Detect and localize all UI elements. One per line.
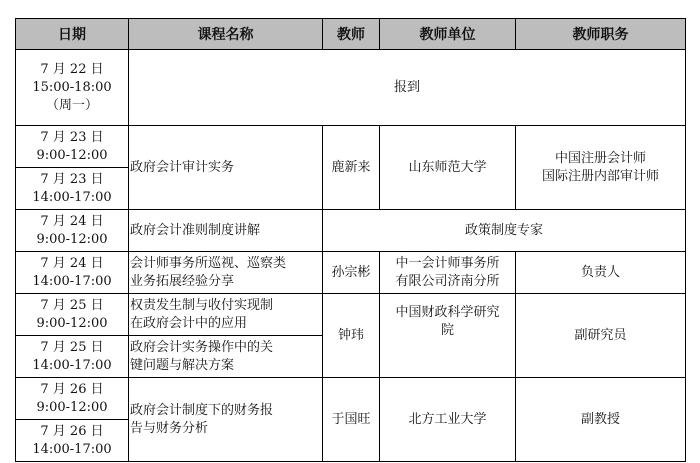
- header-unit: 教师单位: [380, 19, 516, 50]
- header-teacher: 教师: [323, 19, 380, 50]
- table-row: [16, 210, 686, 252]
- teacher-cell: 钟玮: [323, 294, 380, 378]
- date-cell: 7 月 26 日 9:00-12:00: [16, 378, 129, 420]
- teacher-cell: 孙宗彬: [323, 252, 380, 294]
- date-cell: 7 月 24 日 14:00-17:00: [16, 252, 129, 294]
- title-cell: 副研究员: [516, 294, 686, 378]
- course-cell: 政府会计审计实务: [129, 126, 323, 210]
- teacher-cell: 鹿新来: [323, 126, 380, 210]
- header-course: 课程名称: [129, 19, 323, 50]
- date-cell: 7 月 26 日 14:00-17:00: [16, 420, 129, 462]
- title-cell: 负责人: [516, 252, 686, 294]
- unit-cell: 山东师范大学: [380, 126, 516, 210]
- course-cell: 会计师事务所巡视、巡察类 业务拓展经验分享: [129, 252, 323, 294]
- date-cell: 7 月 25 日 14:00-17:00: [16, 336, 129, 378]
- date-cell: 7 月 22 日 15:00-18:00 （周一）: [16, 50, 129, 126]
- date-cell: 7 月 25 日 9:00-12:00: [16, 294, 129, 336]
- policy-expert-cell: 政策制度专家: [323, 210, 686, 252]
- table-row: [16, 294, 686, 336]
- header-date: 日期: [16, 19, 129, 50]
- table-row: [16, 50, 686, 126]
- date-cell: 7 月 23 日 9:00-12:00: [16, 126, 129, 168]
- course-cell: 政府会计制度下的财务报 告与财务分析: [129, 378, 323, 462]
- table-row: [16, 252, 686, 294]
- header-row: [16, 19, 686, 50]
- table-row: [16, 126, 686, 168]
- unit-cell: 中国财政科学研究 院: [380, 294, 516, 378]
- title-cell: 中国注册会计师 国际注册内部审计师: [516, 126, 686, 210]
- unit-cell: 北方工业大学: [380, 378, 516, 462]
- teacher-cell: 于国旺: [323, 378, 380, 462]
- course-cell: 权责发生制与收付实现制 在政府会计中的应用: [129, 294, 323, 336]
- date-cell: 7 月 23 日 14:00-17:00: [16, 168, 129, 210]
- table-row: [16, 378, 686, 420]
- date-cell: 7 月 24 日 9:00-12:00: [16, 210, 129, 252]
- header-title: 教师职务: [516, 19, 686, 50]
- title-cell: 副教授: [516, 378, 686, 462]
- checkin-cell: 报到: [129, 50, 686, 126]
- unit-cell: 中一会计师事务所 有限公司济南分所: [380, 252, 516, 294]
- schedule-table: [15, 18, 686, 462]
- course-cell: 政府会计准则制度讲解: [129, 210, 323, 252]
- course-cell: 政府会计实务操作中的关 键问题与解决方案: [129, 336, 323, 378]
